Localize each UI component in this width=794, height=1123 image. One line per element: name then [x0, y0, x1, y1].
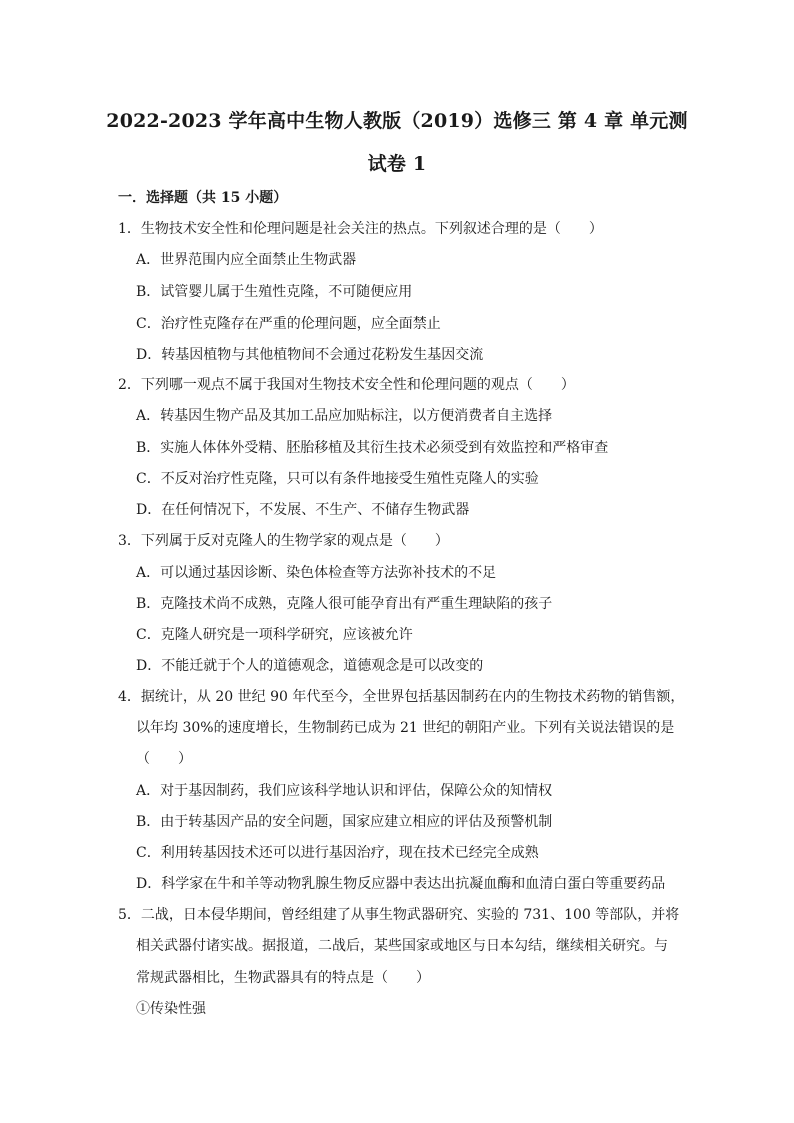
question-1-stem: 1．生物技术安全性和伦理问题是社会关注的热点。下列叙述合理的是（ ） — [118, 221, 603, 237]
question-5-stem-line-1: 5．二战，日本侵华期间，曾经组建了从事生物武器研究、实验的 731、100 等部队，并将 — [118, 907, 680, 923]
question-4-stem-line-1: 4．据统计，从 20 世纪 90 年代至今，全世界包括基因制药在内的生物技术药物的销售额， — [118, 689, 685, 705]
question-2-option-b: B．实施人体体外受精、胚胎移植及其衍生技术必须受到有效监控和严格审查 — [136, 440, 609, 456]
question-2-option-a: A．转基因生物产品及其加工品应加贴标注，以方便消费者自主选择 — [136, 408, 553, 424]
document-title-line-1: 2022-2023 学年高中生物人教版（2019）选修三 第 4 章 单元测 — [106, 110, 688, 132]
question-1-option-c: C．治疗性克隆存在严重的伦理问题，应全面禁止 — [136, 316, 441, 332]
question-5-stem-line-2: 相关武器付诸实战。据报道，二战后，某些国家或地区与日本勾结，继续相关研究。与 — [136, 938, 668, 954]
question-5-stem-line-3: 常规武器相比，生物武器具有的特点是（ ） — [136, 970, 430, 986]
question-3-option-b: B．克隆技术尚不成熟，克隆人很可能孕育出有严重生理缺陷的孩子 — [136, 596, 553, 612]
question-1-option-a: A．世界范围内应全面禁止生物武器 — [136, 252, 357, 268]
question-3-option-a: A．可以通过基因诊断、染色体检查等方法弥补技术的不足 — [136, 565, 497, 581]
question-4-option-b: B．由于转基因产品的安全问题，国家应建立相应的评估及预警机制 — [136, 814, 553, 830]
question-4-option-c: C．利用转基因技术还可以进行基因治疗，现在技术已经完全成熟 — [136, 845, 539, 861]
question-4-stem-line-3: （ ） — [136, 751, 192, 767]
question-4-option-d: D．科学家在牛和羊等动物乳腺生物反应器中表达出抗凝血酶和血清白蛋白等重要药品 — [136, 876, 666, 892]
question-1-option-d: D．转基因植物与其他植物间不会通过花粉发生基因交流 — [136, 347, 484, 363]
question-4-stem-line-2: 以年均 30%的速度增长，生物制药已成为 21 世纪的朝阳产业。下列有关说法错误的是 — [136, 720, 675, 736]
question-2-option-c: C．不反对治疗性克隆，只可以有条件地接受生殖性克隆人的实验 — [136, 471, 539, 487]
document-title-line-2: 试卷 1 — [367, 153, 427, 175]
question-3-option-d: D．不能迁就于个人的道德观念，道德观念是可以改变的 — [136, 658, 484, 674]
question-5-item-1: ①传染性强 — [136, 1001, 206, 1017]
section-heading: 一．选择题（共 15 小题） — [118, 190, 288, 206]
question-4-option-a: A．对于基因制药，我们应该科学地认识和评估，保障公众的知情权 — [136, 783, 553, 799]
question-3-stem: 3．下列属于反对克隆人的生物学家的观点是（ ） — [118, 533, 449, 549]
question-3-option-c: C．克隆人研究是一项科学研究，应该被允许 — [136, 627, 413, 643]
question-1-option-b: B．试管婴儿属于生殖性克隆，不可随便应用 — [136, 284, 413, 300]
question-2-stem: 2．下列哪一观点不属于我国对生物技术安全性和伦理问题的观点（ ） — [118, 377, 575, 393]
question-2-option-d: D．在任何情况下，不发展、不生产、不储存生物武器 — [136, 502, 470, 518]
